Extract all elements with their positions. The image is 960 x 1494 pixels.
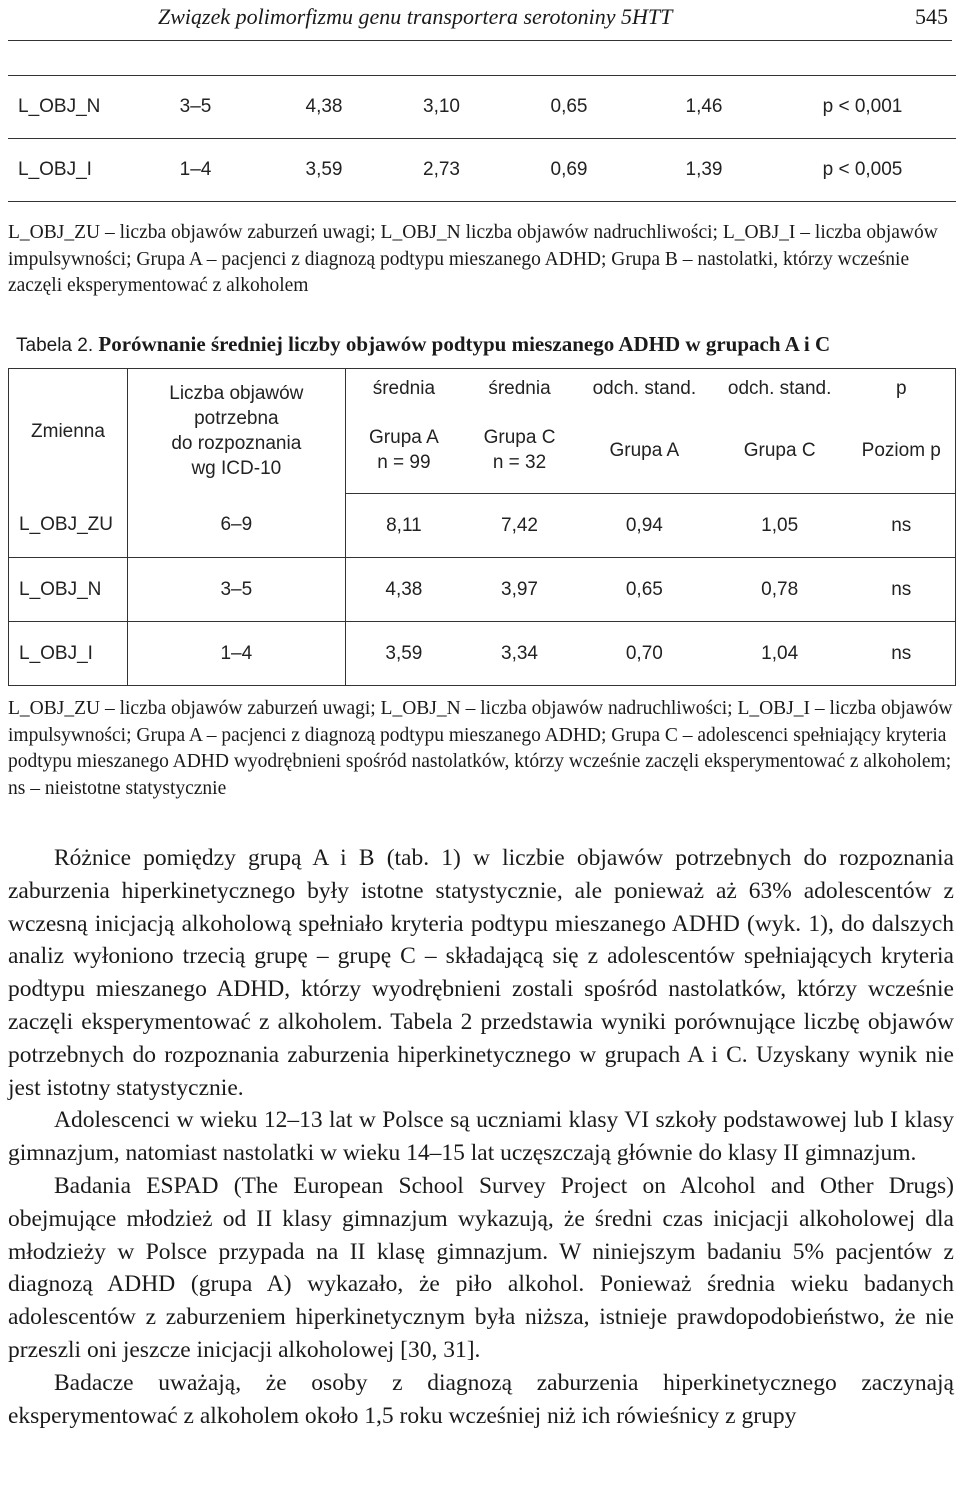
table-cell: 1,46 — [639, 76, 769, 139]
paragraph: Badania ESPAD (The European School Survey Project on Alcohol and Other Drugs) obejmujące młodzież od II klasy gimnazjum wykazują, że średni czas inicjacji alkoholowej dla młodzieży w Polsce przypada na II klasę gimnazjum. W niniejszym badaniu 5% pacjentów z diagnozą ADHD (grupa A) wykazało, że piło alkohol. Ponieważ średnia wieku badanych adolescentów z zaburzeniem hiperkinetycznym była niższa, istnieje prawdopodobieństwo, że nie przeszli oni jeszcze inicjacji alkoholowej [30, 31]. — [8, 1172, 954, 1363]
header-line: n = 32 — [492, 452, 547, 473]
table-label: Tabela 2. — [16, 335, 94, 356]
table-cell: 3–5 — [127, 558, 345, 622]
page-header — [8, 0, 952, 41]
column-subheader-srednia-c — [462, 407, 577, 494]
paragraph: Badacze uważają, że osoby z diagnozą zaburzenia hiperkinetycznego zaczynają eksperymentować z alkoholem około 1,5 roku wcześniej niż ich rówieśnicy z grupy — [8, 1369, 954, 1429]
table-cell: p < 0,001 — [769, 76, 956, 139]
table-1-continuation — [8, 75, 956, 202]
table-cell: ns — [848, 622, 956, 686]
table-cell: 3,59 — [264, 139, 384, 202]
column-header-odch-a: odch. stand. — [592, 377, 697, 399]
running-title: Związek polimorfizmu genu transportera serotoniny 5HTT — [158, 4, 673, 29]
column-subheader-odch-c: Grupa C — [712, 407, 848, 494]
column-header-zmienna: Zmienna — [9, 369, 128, 494]
table-cell: 6–9 — [127, 494, 345, 558]
table-title: Porównanie średniej liczby objawów podtypu mieszanego ADHD w grupach A i C — [98, 332, 831, 356]
table-cell: ns — [848, 558, 956, 622]
paragraph: Adolescenci w wieku 12–13 lat w Polsce są uczniami klasy VI szkoły podstawowej lub I klasy gimnazjum, natomiast nastolatki w wieku 14–15 lat uczęszczają głównie do klasy II gimnazjum. — [8, 1107, 954, 1167]
table-row — [8, 139, 956, 202]
table-cell: 0,94 — [577, 494, 712, 558]
table-2-footnote: L_OBJ_ZU – liczba objawów zaburzeń uwagi; L_OBJ_N – liczba objawów nadruchliwości; L_OBJ_I – liczba objawów impulsywności; Grupa A – pacjenci z diagnozą podtypu mieszanego ADHD; Grupa C – adolescenci spełniający kryteria podtypu mieszanego ADHD wyodrębnieni spośród nastolatków, którzy wcześnie zaczęli eksperymentować z alkoholem; ns – nieistotne statystycznie — [8, 698, 953, 799]
header-line: Liczba objawów — [169, 383, 304, 405]
column-header-p: p — [895, 377, 907, 399]
column-header-liczba — [127, 369, 345, 494]
body-text — [8, 842, 954, 1432]
table-cell: 3,59 — [345, 622, 462, 686]
table-row — [9, 494, 956, 558]
table-cell: 0,65 — [499, 76, 639, 139]
table-cell: 0,70 — [577, 622, 712, 686]
column-subheader-odch-a: Grupa A — [577, 407, 712, 494]
table-cell: 7,42 — [462, 494, 577, 558]
table-cell: 3,34 — [462, 622, 577, 686]
table-row — [9, 622, 956, 686]
column-header-srednia-c: średnia — [488, 377, 551, 399]
table-cell: 4,38 — [264, 76, 384, 139]
table-cell: ns — [848, 494, 956, 558]
table-cell: 1,04 — [712, 622, 848, 686]
table-2 — [8, 368, 956, 686]
table-cell: 4,38 — [345, 558, 462, 622]
table-2-caption — [16, 332, 830, 357]
table-cell: 1–4 — [127, 139, 264, 202]
table-cell: L_OBJ_ZU — [9, 494, 128, 558]
table-1-footnote: L_OBJ_ZU – liczba objawów zaburzeń uwagi; L_OBJ_N liczba objawów nadruchliwości; L_OBJ_I – liczba objawów impulsywności; Grupa A – pacjenci z diagnozą podtypu mieszanego ADHD; Grupa B – nastolatki, którzy wcześnie zaczęli eksperymentować z alkoholem — [8, 222, 938, 296]
page-number: 545 — [915, 4, 948, 29]
table-cell: 0,69 — [499, 139, 639, 202]
table-cell: 1,39 — [639, 139, 769, 202]
column-header-odch-c: odch. stand. — [727, 377, 832, 399]
table-cell: 1,05 — [712, 494, 848, 558]
table-cell: 2,73 — [384, 139, 499, 202]
table-header-row — [9, 369, 956, 408]
table-cell: 0,65 — [577, 558, 712, 622]
column-header-srednia-a: średnia — [372, 377, 436, 399]
paragraph: Różnice pomiędzy grupą A i B (tab. 1) w liczbie objawów potrzebnych do rozpoznania zaburzenia hiperkinetycznego były istotne statystycznie, ale ponieważ aż 63% adolescentów z wczesną inicjacją alkoholową spełniało kryteria podtypu mieszanego ADHD (wyk. 1), do dalszych analiz wyłoniono trzecią grupę – grupę C – składającą się z adolescentów spełniających kryteria podtypu mieszanego ADHD, którzy wyodrębnieni zostali spośród nastolatków, którzy wcześnie zaczęli eksperymentować z alkoholem. Tabela 2 przedstawia wyniki porównujące liczbę objawów potrzebnych do rozpoznania zaburzenia hiperkinetycznego w grupach A i C. Uzyskany wynik nie jest istotny statystycznie. — [8, 845, 954, 1101]
header-line: n = 99 — [377, 452, 431, 473]
table-cell: 0,78 — [712, 558, 848, 622]
table-cell: 3,97 — [462, 558, 577, 622]
table-cell: L_OBJ_N — [8, 76, 127, 139]
header-line: do rozpoznania — [171, 433, 302, 455]
header-line: potrzebna — [194, 408, 279, 430]
table-cell: p < 0,005 — [769, 139, 956, 202]
table-cell: 8,11 — [345, 494, 462, 558]
table-cell: L_OBJ_I — [9, 622, 128, 686]
table-cell: 3–5 — [127, 76, 264, 139]
header-line: Grupa C — [483, 427, 556, 448]
table-row — [9, 558, 956, 622]
table-cell: 3,10 — [384, 76, 499, 139]
header-line: Grupa A — [369, 427, 439, 448]
table-cell: 1–4 — [127, 622, 345, 686]
table-row — [8, 76, 956, 139]
header-line: wg ICD-10 — [191, 458, 282, 480]
table-cell: L_OBJ_I — [8, 139, 127, 202]
table-cell: L_OBJ_N — [9, 558, 128, 622]
column-subheader-p: Poziom p — [848, 407, 956, 494]
column-subheader-srednia-a — [345, 407, 462, 494]
